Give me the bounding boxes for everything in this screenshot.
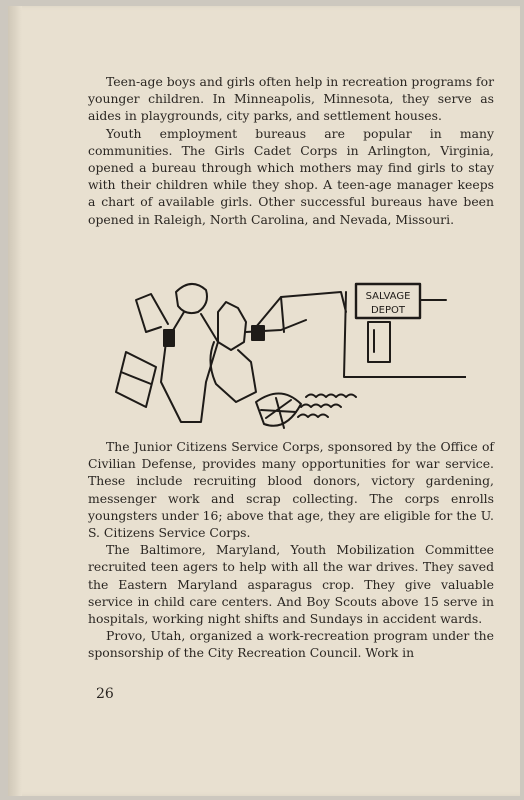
sign-text-salvage: SALVAGE: [365, 291, 411, 302]
salvage-depot-illustration: [106, 272, 466, 442]
paragraph: The Junior Citizens Service Corps, sponsored by the Office of Civilian Defense, provides many opportunities for war service. These include recruiting blood donors, victory gardening, messenger work and scrap collecting. The corps enrolls youngsters under 16; above that age, they are eligible for the U. S. Citizens Service Corps.: [88, 439, 494, 541]
book-page: [8, 6, 520, 796]
paragraph: Youth employment bureaus are popular in many communities. The Girls Cadet Corps in Arlington, Virginia, opened a bureau through which mothers may find girls to stay with their children while they shop. A teen-age manager keeps a chart of available girls. Other successful bureaus have been opened in Raleigh, North Carolina, and Nevada, Missouri.: [88, 125, 494, 227]
paragraph: Provo, Utah, organized a work-recreation program under the sponsorship of the City Recreation Council. Work in: [88, 628, 494, 661]
page-spine-shadow: [8, 6, 22, 796]
sign-text-depot: DEPOT: [370, 305, 406, 316]
text-block-top: [88, 73, 494, 228]
paragraph: Teen-age boys and girls often help in recreation programs for younger children. In Minneapolis, Minnesota, they serve as aides in playgrounds, city parks, and settlement houses.: [88, 74, 494, 124]
text-block-bottom: [88, 438, 494, 662]
paragraph: The Baltimore, Maryland, Youth Mobilization Committee recruited teen agers to help with all the war drives. They saved the Eastern Maryland asparagus crop. They give valuable service in child care centers. And Boy Scouts above 15 serve in hospitals, working night shifts and Sundays in accident wards.: [88, 542, 494, 627]
page-number: 26: [96, 686, 114, 702]
